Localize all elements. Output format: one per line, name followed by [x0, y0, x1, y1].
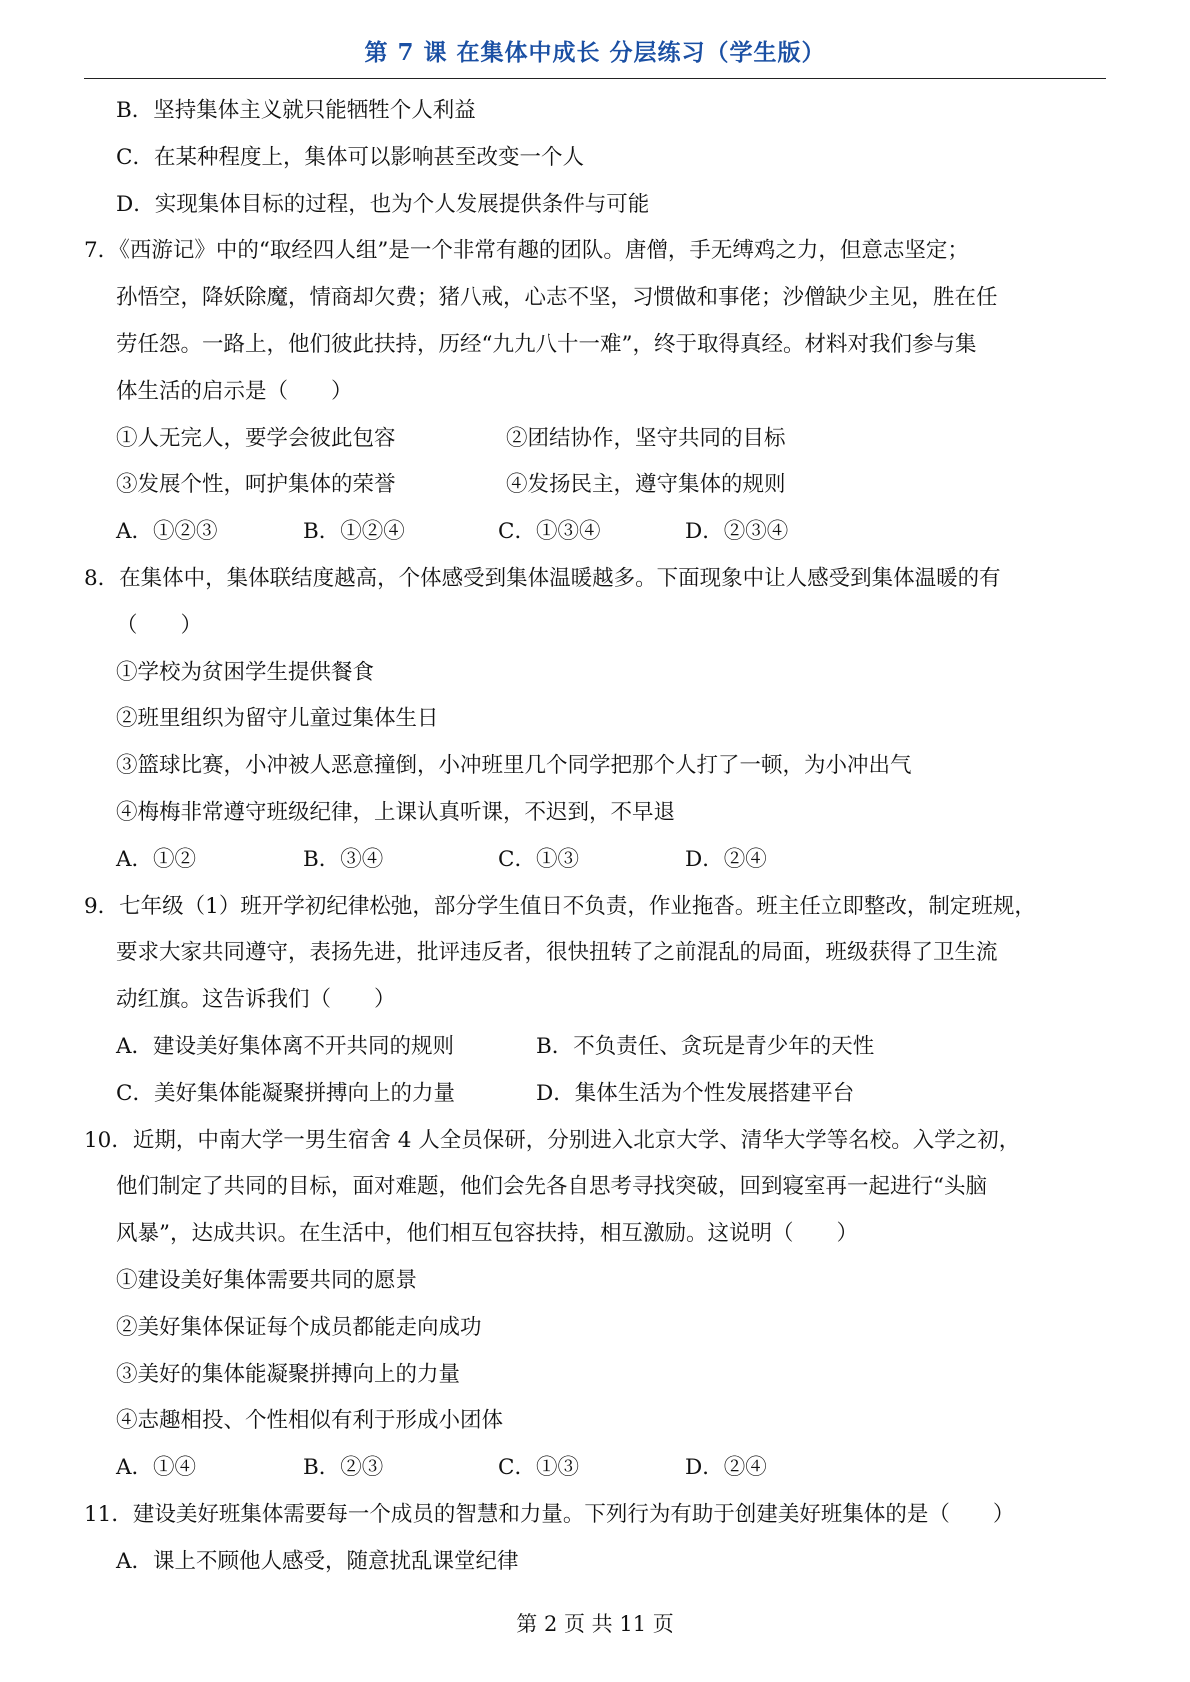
q6-option-b: B．坚持集体主义就只能牺牲个人利益: [116, 98, 476, 123]
q7-stem-line: 体生活的启示是（ ）: [116, 378, 353, 404]
q10-stem-line: 风暴”，达成共识。在生活中，他们相互包容扶持，相互激励。这说明（ ）: [116, 1221, 858, 1247]
q7-item: ③发展个性，呵护集体的荣誉: [116, 472, 396, 498]
q7-items-row: [84, 416, 1114, 463]
q9-choices-row: [84, 1024, 1114, 1071]
q8-choice-d: D．②④: [685, 846, 767, 872]
q8-item: ①学校为贫困学生提供餐食: [116, 659, 375, 685]
q9-choice-c: C．美好集体能凝聚拼搏向上的力量: [116, 1080, 455, 1106]
q7-stem-line: 劳任怨。一路上，他们彼此扶持，历经“九九八十一难”，终于取得真经。材料对我们参与集: [116, 331, 977, 357]
q9-choices-row: [84, 1071, 1114, 1118]
q11-choice-a: A．课上不顾他人感受，随意扰乱课堂纪律: [116, 1548, 519, 1574]
q9-stem-line: 9．七年级（1）班开学初纪律松弛，部分学生值日不负责，作业拖沓。班主任立即整改，制定班规，: [84, 893, 1036, 919]
q10-choice-a: A．①④: [116, 1455, 197, 1481]
q7-choice-d: D．②③④: [685, 519, 789, 545]
q8-item: ②班里组织为留守儿童过集体生日: [116, 706, 439, 732]
q8-choice-a: A．①②: [116, 846, 197, 872]
question-content: [84, 88, 1114, 1586]
q10-choice-c: C．①③: [498, 1455, 579, 1481]
q8-item: ④梅梅非常遵守班级纪律，上课认真听课，不迟到，不早退: [116, 799, 676, 825]
q7-items-row: [84, 462, 1114, 509]
q8-choice-b: B．③④: [303, 846, 384, 872]
page-footer-number: 第 2 页 共 11 页: [516, 1612, 674, 1636]
q8-item: ③篮球比赛，小冲被人恶意撞倒，小冲班里几个同学把那个人打了一顿，为小冲出气: [116, 753, 912, 779]
q8-answer-paren: （ ）: [116, 612, 203, 638]
q10-item: ③美好的集体能凝聚拼搏向上的力量: [116, 1361, 461, 1387]
q10-item: ①建设美好集体需要共同的愿景: [116, 1267, 418, 1293]
q10-choices-row: [84, 1445, 1114, 1492]
q7-item: ④发扬民主，遵守集体的规则: [506, 472, 786, 498]
q10-choice-d: D．②④: [685, 1455, 767, 1481]
q7-stem-line: 孙悟空，降妖除魔，情商却欠费；猪八戒，心志不坚，习惯做和事佬；沙僧缺少主见，胜在任: [116, 285, 998, 311]
q8-choices-row: [84, 837, 1114, 884]
q10-choice-b: B．②③: [303, 1455, 384, 1481]
q10-stem-line: 10．近期，中南大学一男生宿舍 4 人全员保研，分别进入北京大学、清华大学等名校。入学之初，: [84, 1127, 1021, 1153]
q7-item: ②团结协作，坚守共同的目标: [506, 425, 786, 451]
q10-item: ④志趣相投、个性相似有利于形成小团体: [116, 1408, 504, 1434]
page-header-title: 第 7 课 在集体中成长 分层练习（学生版）: [364, 39, 826, 66]
q11-stem-line: 11．建设美好班集体需要每一个成员的智慧和力量。下列行为有助于创建美好班集体的是（ ）: [84, 1501, 1015, 1527]
q7-choice-a: A．①②③: [116, 519, 218, 545]
q9-choice-b: B．不负责任、贪玩是青少年的天性: [536, 1033, 875, 1059]
q9-stem-line: 动红旗。这告诉我们（ ）: [116, 987, 396, 1013]
q10-stem-line: 他们制定了共同的目标，面对难题，他们会先各自思考寻找突破，回到寝室再一起进行“头脑: [116, 1174, 987, 1200]
q7-choice-c: C．①③④: [498, 519, 601, 545]
q6-option-c: C．在某种程度上，集体可以影响甚至改变一个人: [116, 144, 584, 170]
q7-stem-line: 7．《西游记》中的“取经四人组”是一个非常有趣的团队。唐僧，手无缚鸡之力，但意志坚定；: [84, 238, 969, 264]
q8-choice-c: C．①③: [498, 846, 579, 872]
q7-choice-b: B．①②④: [303, 519, 405, 545]
q9-choice-a: A．建设美好集体离不开共同的规则: [116, 1033, 455, 1059]
q6-option-d: D．实现集体目标的过程，也为个人发展提供条件与可能: [116, 191, 650, 217]
q7-item: ①人无完人，要学会彼此包容: [116, 425, 396, 451]
q8-stem-line: 8．在集体中，集体联结度越高，个体感受到集体温暖越多。下面现象中让人感受到集体温暖的有: [84, 565, 1001, 591]
header-divider: [84, 78, 1106, 79]
q9-choice-d: D．集体生活为个性发展搭建平台: [536, 1080, 855, 1106]
q7-choices-row: [84, 509, 1114, 556]
q9-stem-line: 要求大家共同遵守，表扬先进，批评违反者，很快扭转了之前混乱的局面，班级获得了卫生流: [116, 940, 998, 966]
q10-item: ②美好集体保证每个成员都能走向成功: [116, 1314, 482, 1340]
